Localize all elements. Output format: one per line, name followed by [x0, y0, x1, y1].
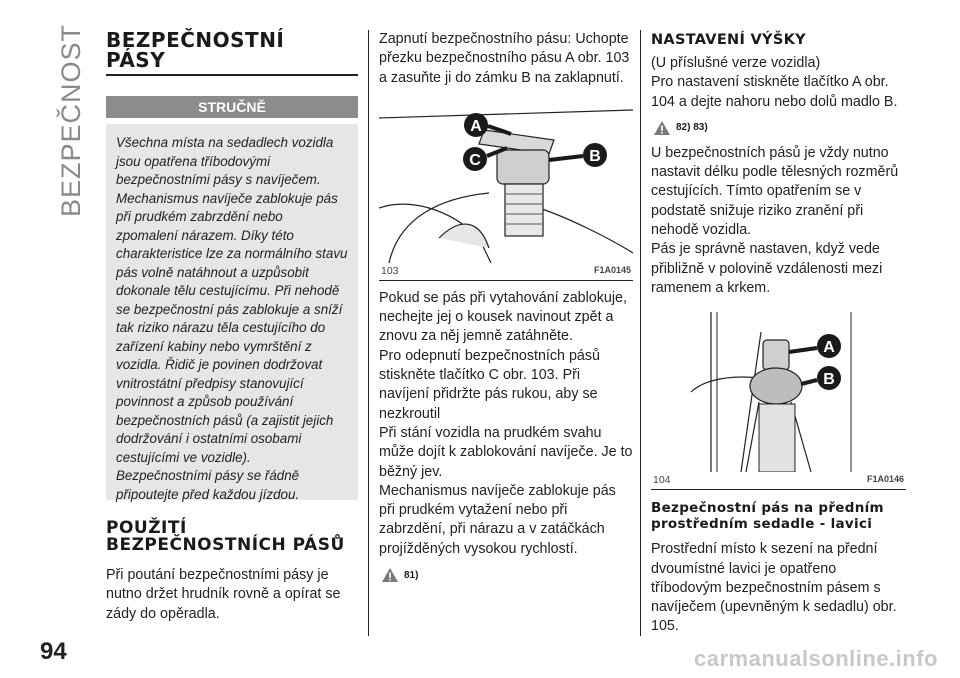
figure-104	[651, 312, 906, 490]
fasten-paragraph: Zapnutí bezpečnostního pásu: Uchopte přezku bezpečnostního pásu A obr. 103 a zasuňte ji do zámku B na zaklapnutí.	[379, 31, 630, 86]
figure-103-code: F1A0145	[593, 264, 631, 275]
warning-ref-81: 81)	[381, 567, 633, 583]
figure-103-label-b: B	[589, 147, 601, 165]
summary-box: Všechna místa na sedadlech vozidla jsou opatřena tříbodovými bezpečnostními pásy s navíječem. Mechanismus navíječe zablokuje pás při prudkém zabrzdění nebo zpomalení nárazem. Díky této charakteristice lze za normálního stavu pás volně natáhnout a uzpůsobit dokonale tělu cestujícímu. Při nehodě se bezpečnostní pás zablokuje a sníží tak riziko nárazu těla cestujícího do zařízení kabiny nebo vymrštění z vozidla. Řidič je povinen dodržovat vnitrostátní předpisy stanovující povinnost a způsob používání bezpečnostních pásů (a zajistit jejich dodržování i ostatními osobami cestujícími ve vozidle). Bezpečnostními pásy se řádně připoutejte před každou jízdou.	[106, 124, 358, 500]
watermark: carmanualsonline.info	[694, 646, 938, 671]
length-paragraph: U bezpečnostních pásů je vždy nutno nastavit délku podle tělesných rozměrů cestujících. Tímto opatřením se v podstatě snižuje riziko zranění při nehodě vozidla.	[651, 144, 899, 239]
page-number: 94	[40, 638, 67, 665]
section-heading-seat-belts: BEZPEČNOSTNÍ PÁSY	[106, 30, 358, 76]
correct-position-paragraph: Pás je správně nastaven, když vede přibližně v polovině vzdálenosti mezi ramenem a krkem.	[651, 241, 883, 296]
unfasten-paragraph: Pro odepnutí bezpečnostních pásů stiskněte tlačítko C obr. 103. Při navíjení přidržte pás rukou, aby se nezkroutil	[379, 347, 600, 422]
figure-104-label-a: A	[823, 339, 835, 357]
figure-103	[379, 98, 633, 281]
figure-104-number: 104	[653, 474, 671, 487]
column-1	[106, 30, 358, 624]
retractor-paragraph: Mechanismus navíječe zablokuje pás při prudkém vytažení nebo při zabrzdění, při nárazu a v zatáčkách projížděných vysokou rychlostí.	[379, 482, 616, 557]
warning-triangle-icon	[381, 567, 399, 583]
figure-103-label-c: C	[469, 151, 481, 169]
column-2	[368, 30, 633, 636]
figure-103-label-a: A	[470, 117, 482, 135]
figure-104-caption	[651, 472, 906, 489]
summary-label: STRUČNĚ	[106, 96, 358, 118]
center-seat-paragraph: Prostřední místo k sezení na přední dvoumístné lavici je opatřeno tříbodovým bezpečnostním pásem s navíječem (upevněným k sedadlu) obr. 105.	[651, 541, 897, 635]
side-section-title-text: BEZPEČNOST	[56, 23, 87, 217]
blocked-paragraph: Pokud se pás při vytahování zablokuje, nechejte jej o kousek navinout zpět a znovu za něj jemně zatáhněte.	[379, 289, 627, 345]
warning-triangle-icon	[653, 120, 671, 136]
side-section-title	[52, 23, 92, 217]
version-note: (U příslušné verze vozidla)	[651, 55, 821, 71]
belt-use-paragraph: Při poutání bezpečnostními pásy je nutno držet hrudník rovně a opírat se zády do opěradla.	[106, 567, 341, 622]
column-3	[640, 30, 906, 636]
buckle-illustration	[379, 98, 633, 263]
warning-ref-82-83: 82) 83)	[653, 120, 906, 136]
figure-104-code: F1A0146	[866, 474, 904, 485]
section-heading-belt-use: POUŽITÍ BEZPEČNOSTNÍCH PÁSŮ	[106, 518, 345, 555]
figure-103-number: 103	[381, 264, 399, 277]
center-seat-heading: Bezpečnostní pás na předním prostředním sedadle - lavici	[651, 500, 884, 533]
height-adjust-heading: NASTAVENÍ VÝŠKY	[651, 32, 806, 48]
figure-103-caption	[379, 263, 633, 280]
figure-104-label-b: B	[823, 371, 835, 389]
height-adjuster-illustration	[651, 312, 907, 472]
adjust-paragraph: Pro nastavení stiskněte tlačítko A obr. 104 a dejte nahoru nebo dolů madlo B.	[651, 74, 898, 110]
slope-paragraph: Při stání vozidla na prudkém svahu může dojít k zablokování navíječe. Je to běžný jev.	[379, 424, 633, 480]
